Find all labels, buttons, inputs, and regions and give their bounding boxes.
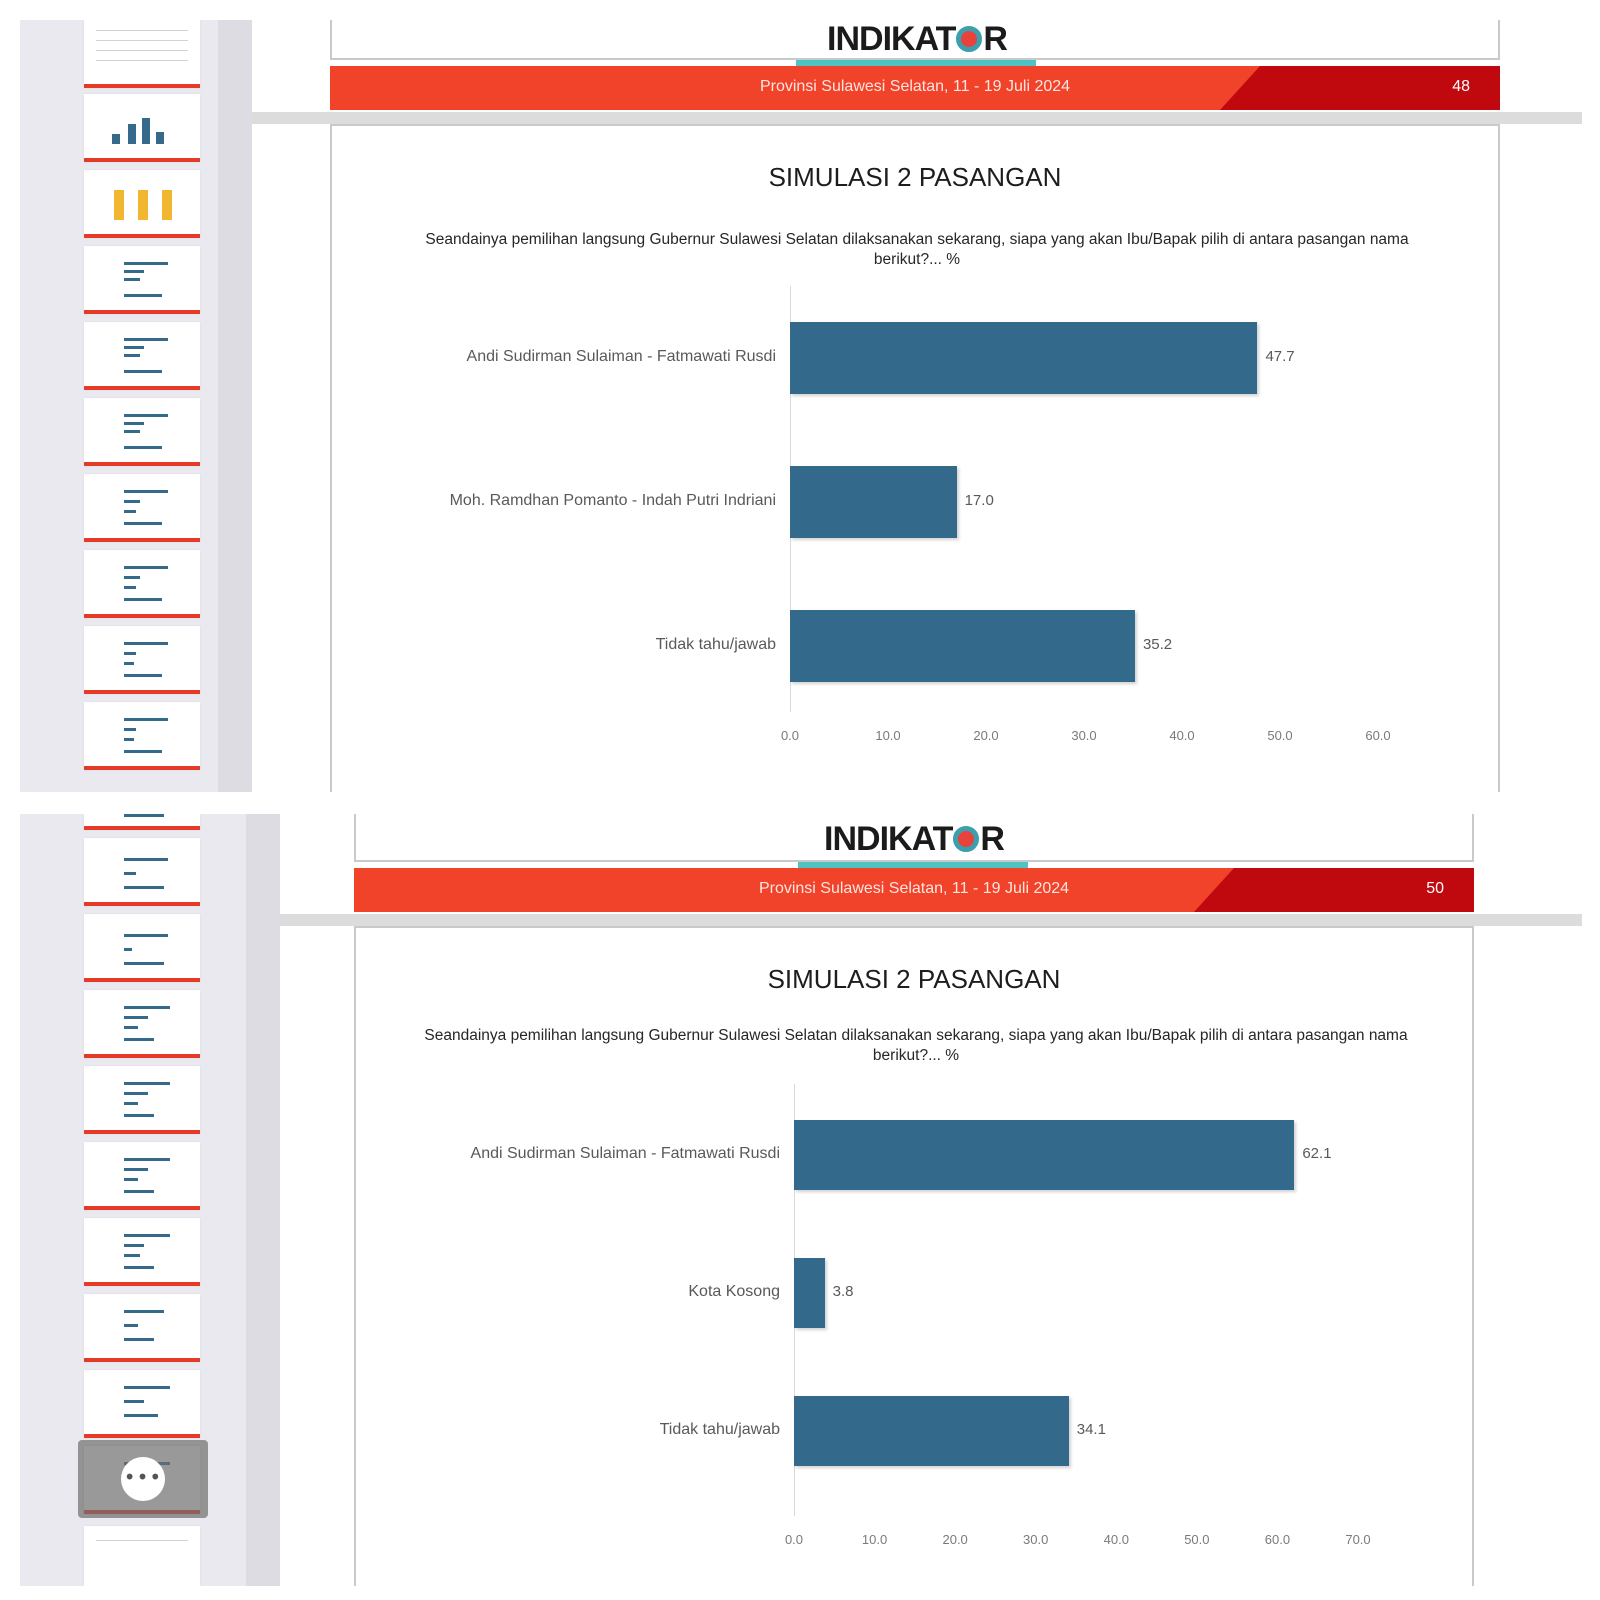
slide-thumbnail[interactable] xyxy=(84,94,200,162)
bar xyxy=(790,610,1135,682)
bar xyxy=(794,1396,1069,1466)
logo-target-icon xyxy=(956,26,982,52)
category-label: Moh. Ramdhan Pomanto - Indah Putri Indriani xyxy=(449,492,776,509)
x-tick-label: 60.0 xyxy=(1365,728,1391,743)
more-options-button[interactable]: ••• xyxy=(121,1457,165,1501)
x-tick-label: 20.0 xyxy=(973,728,999,743)
slide-thumbnail[interactable] xyxy=(84,1218,200,1286)
indikator-logo xyxy=(797,20,1037,59)
data-label: 62.1 xyxy=(1302,1145,1332,1162)
logo-text: INDIKAT xyxy=(827,20,956,58)
slide-footer-band xyxy=(330,66,1500,110)
slide-title: SIMULASI 2 PASANGAN xyxy=(768,162,1062,192)
slide-thumbnail[interactable] xyxy=(84,914,200,982)
category-label: Andi Sudirman Sulaiman - Fatmawati Rusdi xyxy=(466,348,776,365)
presentation-window-slide-50 xyxy=(20,814,1582,1586)
survey-subtitle: Provinsi Sulawesi Selatan, 11 - 19 Juli 2024 xyxy=(759,78,1071,95)
page-number: 48 xyxy=(1452,78,1470,95)
data-label: 34.1 xyxy=(1076,1421,1106,1438)
slide-thumbnail[interactable] xyxy=(84,838,200,906)
slide-editor-stage xyxy=(280,814,1582,1586)
data-label: 47.7 xyxy=(1265,348,1295,365)
slide-separator xyxy=(280,914,1582,926)
slide-thumbnail[interactable] xyxy=(84,990,200,1058)
slide-thumbnail[interactable] xyxy=(84,814,200,830)
horizontal-bar-chart xyxy=(356,1084,1476,1574)
x-tick-label: 0.0 xyxy=(780,728,800,743)
bar xyxy=(790,466,957,538)
slide-thumbnail[interactable] xyxy=(84,20,200,88)
slide-thumbnail[interactable] xyxy=(84,170,200,238)
x-tick-label: 30.0 xyxy=(1071,728,1097,743)
x-tick-label: 10.0 xyxy=(861,1532,888,1547)
slide-thumbnail[interactable] xyxy=(84,246,200,314)
x-tick-label: 50.0 xyxy=(1267,728,1293,743)
logo-text-suffix: R xyxy=(983,20,1007,58)
slide-51[interactable] xyxy=(354,926,1474,1586)
slide-thumbnail[interactable] xyxy=(84,398,200,466)
x-tick-label: 30.0 xyxy=(1023,1532,1049,1547)
bar xyxy=(794,1258,825,1328)
selected-slide-thumbnail[interactable] xyxy=(78,1440,208,1518)
x-tick-label: 20.0 xyxy=(942,1532,968,1547)
bar xyxy=(794,1120,1294,1190)
category-label: Andi Sudirman Sulaiman - Fatmawati Rusdi xyxy=(470,1145,780,1162)
page-number: 50 xyxy=(1426,880,1444,897)
slide-title: SIMULASI 2 PASANGAN xyxy=(767,964,1061,994)
bar xyxy=(790,322,1257,394)
slide-thumbnail[interactable] xyxy=(84,474,200,542)
category-label: Kota Kosong xyxy=(688,1283,780,1300)
category-label: Tidak tahu/jawab xyxy=(659,1421,780,1438)
slide-thumbnail[interactable] xyxy=(84,1294,200,1362)
x-tick-label: 60.0 xyxy=(1264,1532,1291,1547)
survey-question: Seandainya pemilihan langsung Gubernur Sulawesi Selatan dilaksanakan sekarang, siapa yang akan Ibu/Bapak pilih di antara pasangan nama berikut?... % xyxy=(425,231,1409,268)
slide-thumbnail[interactable] xyxy=(84,1370,200,1438)
logo-text: INDIKAT xyxy=(824,820,953,858)
slide-editor-stage xyxy=(252,20,1582,792)
category-label: Tidak tahu/jawab xyxy=(655,636,776,653)
survey-question: Seandainya pemilihan langsung Gubernur Sulawesi Selatan dilaksanakan sekarang, siapa yang akan Ibu/Bapak pilih di antara pasangan nama berikut?... % xyxy=(424,1027,1408,1064)
survey-subtitle: Provinsi Sulawesi Selatan, 11 - 19 Juli 2024 xyxy=(758,880,1070,897)
slide-separator xyxy=(252,112,1582,124)
x-tick-label: 10.0 xyxy=(875,728,901,743)
slide-thumbnail-panel[interactable] xyxy=(20,814,280,1586)
horizontal-bar-chart xyxy=(332,286,1502,746)
slide-thumbnail[interactable] xyxy=(84,322,200,390)
x-tick-label: 40.0 xyxy=(1169,728,1195,743)
slide-thumbnail[interactable] xyxy=(84,1066,200,1134)
x-tick-label: 50.0 xyxy=(1184,1532,1210,1547)
slide-thumbnail[interactable] xyxy=(84,626,200,694)
data-label: 35.2 xyxy=(1142,636,1173,653)
slide-thumbnail[interactable] xyxy=(84,1526,200,1586)
logo-text-suffix: R xyxy=(980,820,1004,858)
slide-thumbnail[interactable] xyxy=(84,550,200,618)
slide-thumbnail[interactable] xyxy=(84,1142,200,1210)
indikator-logo xyxy=(794,820,1034,859)
x-tick-label: 70.0 xyxy=(1345,1532,1371,1547)
logo-target-icon xyxy=(953,826,979,852)
slide-49[interactable] xyxy=(330,124,1500,792)
data-label: 3.8 xyxy=(832,1283,854,1300)
x-tick-label: 40.0 xyxy=(1103,1532,1129,1547)
x-tick-label: 0.0 xyxy=(784,1532,804,1547)
data-label: 17.0 xyxy=(964,492,994,509)
slide-thumbnail-panel[interactable] xyxy=(20,20,252,792)
presentation-window-slide-48 xyxy=(20,20,1582,792)
slide-thumbnail[interactable] xyxy=(84,702,200,770)
slide-footer-band xyxy=(354,868,1474,912)
